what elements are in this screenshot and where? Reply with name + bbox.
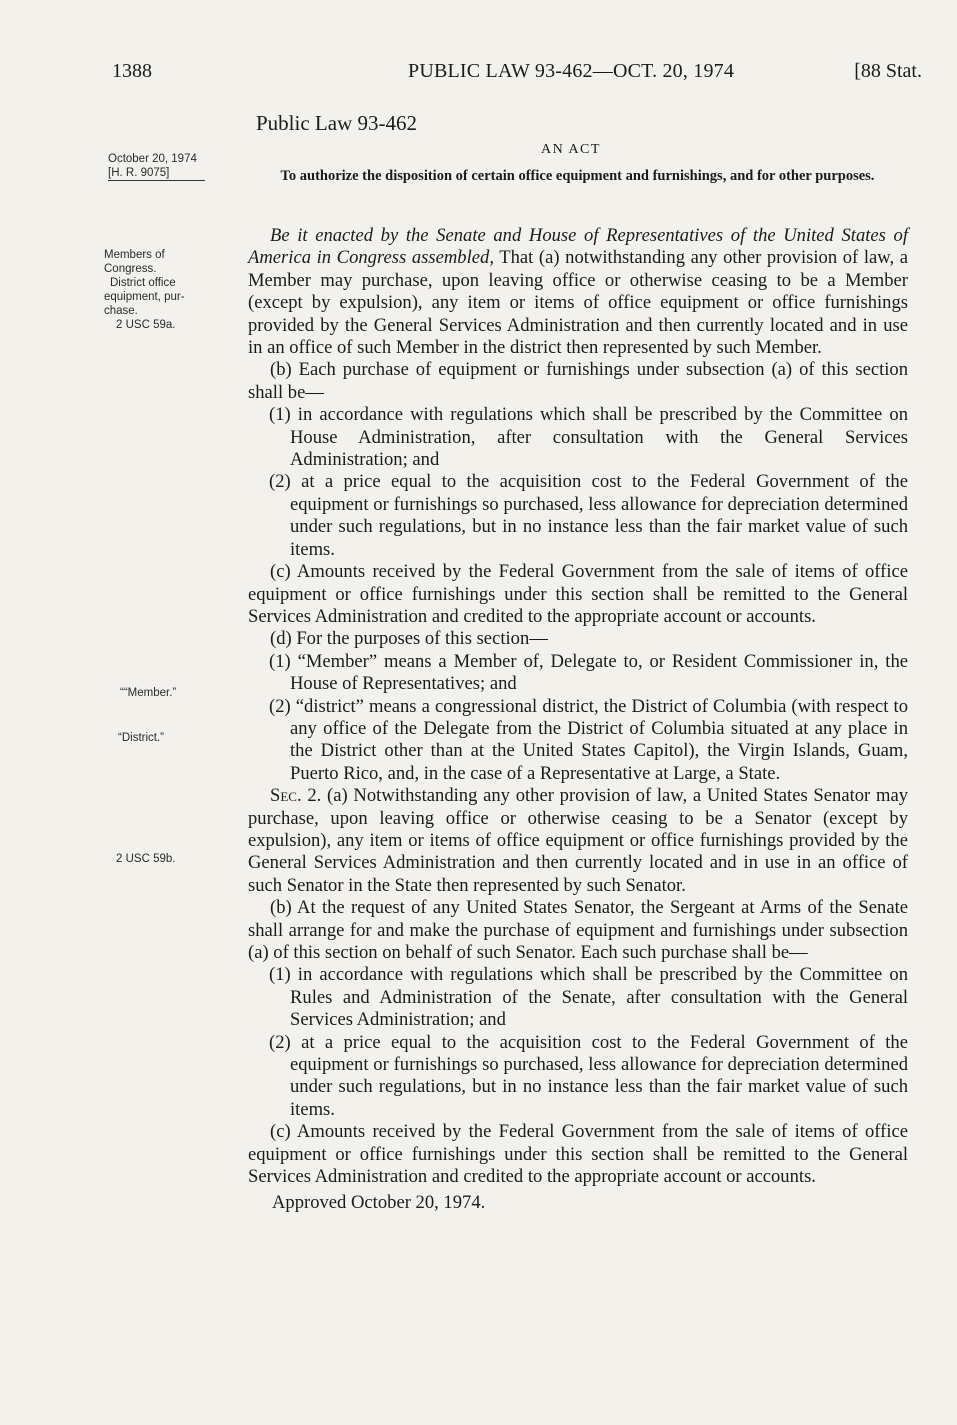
section-1-d-1: (1) “Member” means a Member of, Delegate to, or Resident Commissioner in, the House of Representatives; and [269, 650, 908, 695]
margin-line: chase. [104, 305, 138, 317]
section-2-b: (b) At the request of any United States Senator, the Sergeant at Arms of the Senate shall arrange for and make the purchase of equipment and furnishings under subsection (a) of this section on behalf of such Senator. Each such purchase shall be— [248, 897, 908, 963]
approval-date: Approved October 20, 1974. [272, 1192, 486, 1214]
margin-note-district-def: “District.” [118, 732, 164, 744]
section-1-a [248, 225, 908, 359]
section-1-b-2: (2) at a price equal to the acquisition cost to the Federal Government of the equipment or furnishings so purchased, less allowance for depreciation determined under such regulations, but in no instance less than the fair market value of such items. [269, 471, 908, 560]
enactment-date: October 20, 1974 [108, 153, 197, 165]
enacting-clause: Be it enacted by the Senate and House of Representatives of the United States of America in Congress assembled, [248, 225, 908, 269]
act-purpose: To authorize the disposition of certain office equipment and furnishings, and for other purposes. [280, 168, 875, 184]
section-1-b-1: (1) in accordance with regulations which shall be prescribed by the Committee on House Administration, after consultation with the General Services Administration; and [269, 404, 908, 471]
section-2-label: Sec. 2. [270, 785, 322, 807]
margin-note-date [108, 152, 238, 181]
margin-line: District office [110, 277, 176, 289]
margin-line: Congress. [104, 263, 157, 275]
act-heading: AN ACT [541, 142, 601, 157]
section-1-a-text: That (a) notwithstanding any other provision of law, a Member may purchase, upon leaving office or otherwise ceasing to be a Member (except by expulsion), any item or items of office equipment or office furnishings provided by the General Services Administration and then currently located and in use in an office of such Member in the district then represented by such Member. [248, 247, 908, 359]
margin-note-usc-59b: 2 USC 59b. [116, 853, 176, 865]
margin-line: Members of [104, 249, 165, 261]
margin-note-member-def: ““Member.” [120, 687, 177, 699]
section-2-c: (c) Amounts received by the Federal Government from the sale of items of office equipment or office furnishings under this section shall be remitted to the General Services Administration and credited to the appropriate account or accounts. [248, 1121, 908, 1188]
section-1-c: (c) Amounts received by the Federal Government from the sale of items of office equipment or office furnishings under this section shall be remitted to the General Services Administration and credited to the appropriate account or accounts. [248, 561, 908, 627]
bill-number: [H. R. 9075] [108, 166, 205, 181]
margin-note-members [104, 248, 234, 332]
running-header [112, 60, 922, 90]
section-1-b: (b) Each purchase of equipment or furnishings under subsection (a) of this section shall be— [248, 359, 908, 403]
header-title: PUBLIC LAW 93-462—OCT. 20, 1974 [408, 60, 735, 82]
page-number: 1388 [112, 60, 152, 82]
section-1-d: (d) For the purposes of this section— [270, 628, 548, 650]
section-2-a-text: (a) Notwithstanding any other provision of law, a United States Senator may purchase, upon leaving office or otherwise ceasing to be a Senator (except by expulsion), any item or items of office equipment or office furnishings provided by the General Services Administration and then currently located and in use in an office of such Senator in the State then represented by such Senator. [248, 785, 908, 896]
law-title: Public Law 93-462 [256, 111, 417, 135]
section-1-d-2: (2) “district” means a congressional district, the District of Columbia (with respect to any office of the Delegate from the District of Columbia situated at any place in the District other than at the United States Capitol), the Virgin Islands, Guam, Puerto Rico, and, in the case of a Representative at Large, a State. [269, 695, 908, 784]
section-2-b-2: (2) at a price equal to the acquisition cost to the Federal Government of the equipment or furnishings so purchased, less allowance for depreciation determined under such regulations, but in no instance less than the fair market value of such items. [269, 1031, 908, 1120]
statute-reference: [88 Stat. [854, 60, 922, 82]
section-2-b-1: (1) in accordance with regulations which shall be prescribed by the Committee on Rules and Administration of the Senate, after consultation with the General Services Administration; and [269, 964, 908, 1031]
margin-line: 2 USC 59a. [116, 319, 176, 331]
law-body [248, 225, 908, 1215]
margin-line: equipment, pur- [104, 291, 185, 303]
section-2-a [248, 785, 908, 897]
